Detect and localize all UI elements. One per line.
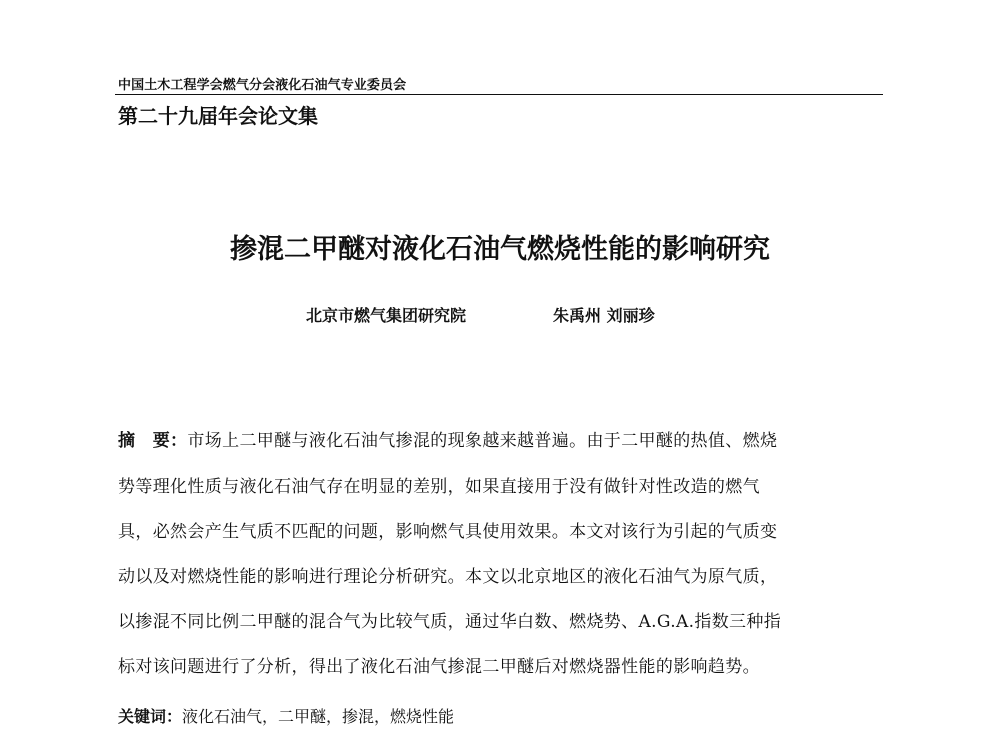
abstract-text-line-1: 市场上二甲醚与液化石油气掺混的现象越来越普遍。由于二甲醚的热值、燃烧 bbox=[187, 431, 778, 451]
author-affiliation: 北京市燃气集团研究院 bbox=[306, 306, 467, 325]
author-names: 朱禹州 刘丽珍 bbox=[553, 306, 655, 325]
abstract-label: 摘 要： bbox=[118, 431, 188, 451]
abstract-line-4 bbox=[118, 566, 777, 588]
paper-title: 掺混二甲醚对液化石油气燃烧性能的影响研究 bbox=[230, 234, 770, 265]
abstract-text-line-2: 势等理化性质与液化石油气存在明显的差别，如果直接用于没有做针对性改造的燃气 bbox=[118, 477, 760, 497]
abstract-line-6 bbox=[118, 656, 760, 678]
abstract-text-line-3: 具，必然会产生气质不匹配的问题，影响燃气具使用效果。本文对该行为引起的气质变 bbox=[118, 522, 778, 542]
keywords-label: 关键词： bbox=[118, 707, 183, 726]
abstract-line-1 bbox=[118, 430, 777, 452]
abstract-text-line-5: 以掺混不同比例二甲醚的混合气为比较气质，通过华白数、燃烧势、A.G.A.指数三种指 bbox=[118, 612, 782, 632]
abstract-text-line-4: 动以及对燃烧性能的影响进行理论分析研究。本文以北京地区的液化石油气为原气质， bbox=[118, 567, 778, 587]
abstract-line-3 bbox=[118, 521, 777, 543]
header-divider bbox=[115, 94, 883, 95]
abstract-text-line-6: 标对该问题进行了分析，得出了液化石油气掺混二甲醚后对燃烧器性能的影响趋势。 bbox=[118, 657, 760, 677]
header-organization: 中国土木工程学会燃气分会液化石油气专业委员会 bbox=[118, 78, 407, 93]
abstract-line-5 bbox=[118, 611, 781, 633]
keywords-line bbox=[118, 706, 454, 728]
keywords-text: 液化石油气，二甲醚，掺混，燃烧性能 bbox=[182, 707, 455, 726]
abstract-line-2 bbox=[118, 476, 760, 498]
header-proceedings: 第二十九届年会论文集 bbox=[118, 104, 318, 128]
